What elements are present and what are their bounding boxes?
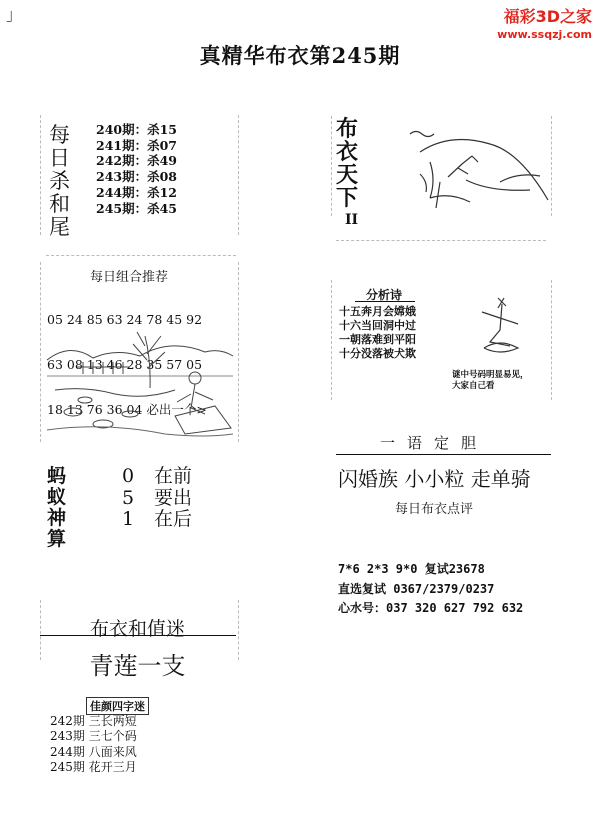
list-item: 241期：杀07 bbox=[96, 137, 177, 153]
poem-title: 分析诗 bbox=[366, 288, 403, 302]
rule bbox=[336, 454, 551, 455]
motto-subtitle: 每日布衣点评 bbox=[395, 502, 474, 517]
ant-god-texts bbox=[154, 466, 192, 531]
poem-line: 十五奔月会嫦娥 bbox=[339, 305, 416, 318]
divider bbox=[551, 280, 552, 400]
recommend-line: 心水号：037 320 627 792 632 bbox=[338, 601, 524, 615]
brand-watermark[interactable] bbox=[497, 4, 592, 41]
daily-kill-list bbox=[96, 122, 177, 216]
ant-god-text: 在前 bbox=[154, 465, 193, 487]
combo-row: 18 13 76 36 04 必出一个> bbox=[47, 402, 207, 417]
riddle-heading: 布衣和值迷 bbox=[89, 618, 185, 640]
list-item: 242期 三长两短 bbox=[50, 714, 137, 728]
ant-god-numbers bbox=[122, 466, 134, 531]
tianxia-suffix: II bbox=[345, 212, 359, 228]
ant-god-number: 1 bbox=[122, 508, 135, 530]
landscape-illustration bbox=[45, 330, 235, 440]
list-item: 245期：杀45 bbox=[96, 200, 177, 216]
divider bbox=[238, 115, 239, 235]
list-item: 244期：杀12 bbox=[96, 184, 177, 200]
divider bbox=[40, 262, 41, 442]
recommend-line: 直选复试 0367/2379/0237 bbox=[338, 581, 495, 596]
tianxia-label: 布 衣 天 下 bbox=[336, 116, 359, 211]
combo-row: 05 24 85 63 24 78 45 92 bbox=[47, 312, 203, 327]
ant-god-number: 5 bbox=[122, 486, 135, 509]
motto-text: 闪婚族 小小粒 走单骑 bbox=[338, 467, 531, 491]
ant-god-label: 蚂 蚁 神 算 bbox=[47, 465, 67, 550]
recommendations bbox=[338, 560, 523, 619]
divider bbox=[40, 115, 41, 235]
poem-line: 十分没落被犬欺 bbox=[339, 347, 416, 360]
list-item: 243期：杀08 bbox=[96, 169, 177, 185]
ant-god-number: 0 bbox=[122, 465, 135, 487]
motto-title: 一语定胆 bbox=[380, 434, 489, 452]
recommend-line: 7*6 2*3 9*0 复试23678 bbox=[338, 562, 485, 576]
corner-mark: 」 bbox=[6, 5, 23, 24]
poem-lines bbox=[339, 305, 416, 361]
divider bbox=[336, 240, 546, 241]
list-item: 240期：杀15 bbox=[96, 122, 177, 137]
divider bbox=[46, 255, 236, 256]
divider bbox=[238, 262, 239, 442]
riddle-list bbox=[50, 714, 137, 776]
figure-illustration bbox=[470, 290, 540, 360]
poem-line: 十六当回洞中过 bbox=[339, 319, 416, 332]
brand-name: 福彩3D之家 bbox=[503, 7, 592, 26]
combo-title: 每日组合推荐 bbox=[90, 270, 169, 285]
list-item: 245期 花开三月 bbox=[50, 760, 137, 775]
page-title: 真精华布衣第245期 bbox=[199, 43, 401, 68]
divider bbox=[331, 280, 332, 400]
combo-row: 63 08 13 46 28 35 57 05 bbox=[47, 357, 203, 372]
brand-url: www.ssqzj.com bbox=[497, 28, 592, 41]
divider bbox=[238, 600, 239, 660]
ant-god-text: 要出 bbox=[154, 486, 193, 509]
list-item: 242期：杀49 bbox=[96, 153, 177, 169]
riddle-subtitle: 佳颜四字迷 bbox=[86, 697, 149, 715]
ant-god-text: 在后 bbox=[154, 508, 193, 530]
daily-kill-label: 每 日 杀 和 尾 bbox=[49, 123, 70, 239]
list-item: 243期 三七个码 bbox=[50, 729, 137, 744]
rule bbox=[355, 301, 415, 302]
riddle-answer: 青莲一支 bbox=[89, 652, 186, 680]
divider bbox=[551, 116, 552, 216]
branch-illustration bbox=[400, 122, 550, 222]
list-item: 244期 八面来风 bbox=[50, 744, 137, 759]
poem-note: 谜中号码明显易见， 大家自己看 bbox=[452, 370, 529, 391]
poem-line: 一朝落难到平阳 bbox=[339, 333, 416, 346]
divider bbox=[331, 116, 332, 216]
